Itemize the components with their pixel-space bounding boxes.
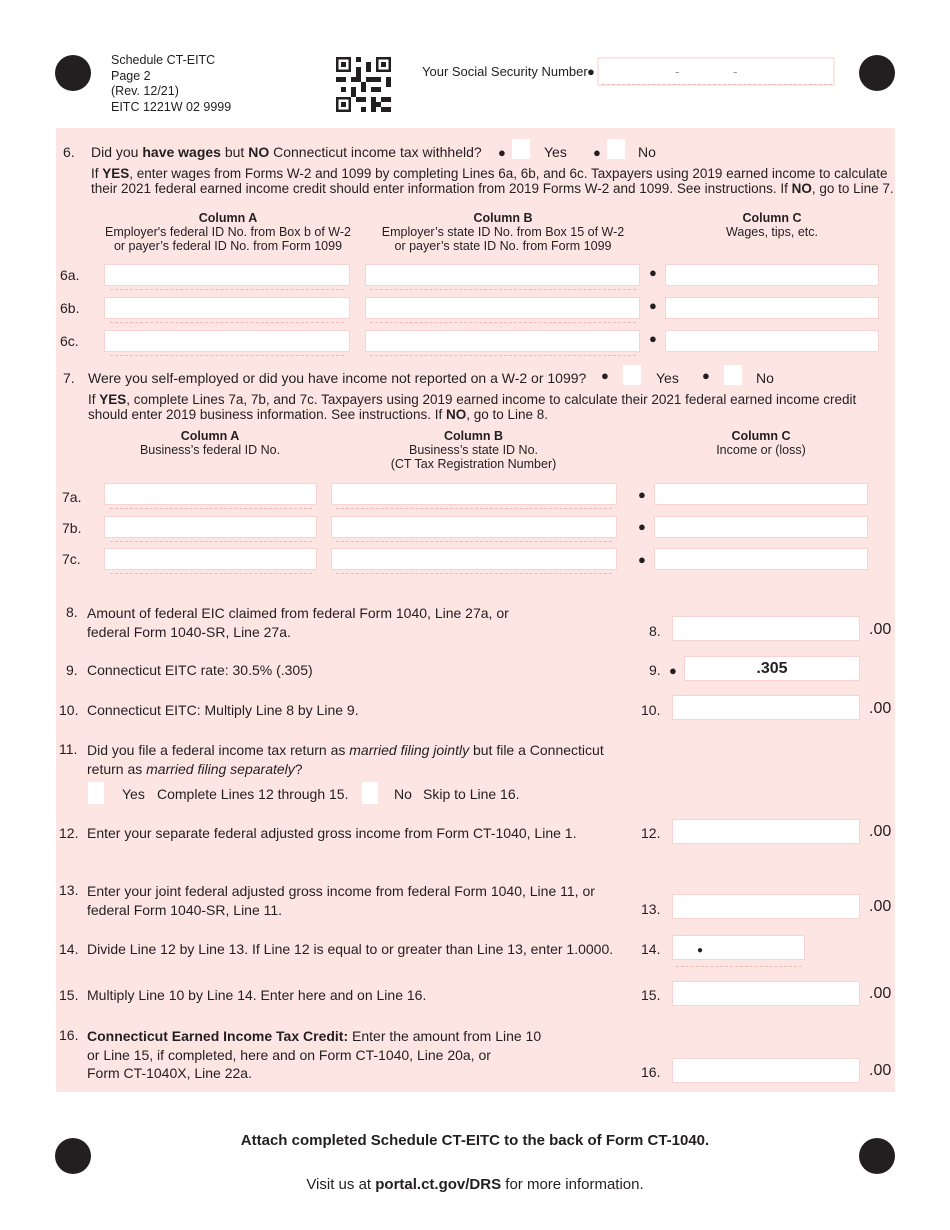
bullet: ●	[702, 368, 710, 383]
line-7a-column-c-input[interactable]	[654, 483, 868, 505]
text-line	[87, 741, 604, 760]
page-number: Page 2	[111, 68, 151, 83]
text: their 2021 federal earned income credit should enter information from 2019 Forms W-2 and 1099. See instructions. If	[91, 181, 792, 196]
line-11-no-instruction: Skip to Line 16.	[423, 786, 520, 802]
form-header	[111, 53, 231, 115]
line-11-number: 11.	[59, 741, 78, 757]
text-line	[87, 760, 604, 779]
line-12-input[interactable]	[672, 819, 860, 844]
input-guide	[370, 322, 636, 323]
line-7-no-label: No	[756, 370, 774, 386]
line-14-number: 14.	[59, 941, 79, 957]
column-desc: or payer’s state ID No. from Form 1099	[394, 239, 612, 253]
visit-text	[0, 1176, 950, 1193]
text: NO	[248, 144, 270, 160]
decimal-bullet: ●	[697, 945, 704, 956]
text: federal Form 1040-SR, Line 11.	[87, 902, 283, 918]
input-guide	[370, 289, 636, 290]
line-16-cents: .00	[869, 1062, 892, 1079]
text: but	[220, 144, 249, 160]
line-6-number: 6.	[63, 144, 75, 160]
line-9-rate-value: .305	[756, 660, 788, 677]
line-12-text: Enter your separate federal adjusted gross income from Form CT-1040, Line 1.	[87, 825, 577, 841]
revision: (Rev. 12/21)	[111, 84, 179, 98]
line-16-number: 16.	[59, 1027, 79, 1043]
input-guide	[110, 508, 312, 509]
line-15-text: Multiply Line 10 by Line 14. Enter here and on Line 16.	[87, 987, 427, 1003]
bullet: ●	[587, 64, 595, 79]
instruction-line	[88, 392, 888, 407]
ssn-input[interactable]	[597, 57, 835, 86]
line-8-cents: .00	[869, 621, 892, 638]
line-6-column-b-header	[366, 211, 640, 253]
line-11-no-checkbox[interactable]	[362, 782, 378, 804]
text: , complete Lines 7a, 7b, and 7c. Taxpayers using 2019 earned income to calculate their 2021 federal earned income credit	[126, 392, 857, 407]
line-16-text	[87, 1027, 541, 1083]
column-desc: Business’s federal ID No.	[139, 443, 281, 457]
ssn-guide	[602, 84, 832, 85]
line-10-cents: .00	[869, 700, 892, 717]
attach-instruction: Attach completed Schedule CT-EITC to the back of Form CT-1040.	[240, 1132, 710, 1149]
line-6c-column-a-input[interactable]	[104, 330, 350, 352]
line-6-yes-label: Yes	[544, 144, 567, 160]
column-desc: Employer’s state ID No. from Box 15 of W-2	[381, 225, 625, 239]
line-6-column-c-header	[666, 211, 878, 239]
line-7-yes-checkbox[interactable]	[623, 365, 641, 385]
column-title: Column B	[443, 429, 504, 443]
line-9-ref: 9.	[649, 662, 661, 678]
input-guide	[336, 541, 612, 542]
line-13-input[interactable]	[672, 894, 860, 919]
input-guide	[110, 573, 312, 574]
line-7b-column-b-input[interactable]	[331, 516, 617, 538]
input-guide	[110, 541, 312, 542]
instruction-line	[88, 407, 888, 422]
line-10-text: Connecticut EITC: Multiply Line 8 by Line 9.	[87, 702, 359, 718]
line-6b-column-b-input[interactable]	[365, 297, 640, 319]
row-label-6c: 6c.	[60, 333, 79, 349]
line-10-input[interactable]	[672, 695, 860, 720]
text: Did you	[91, 144, 143, 160]
input-guide	[110, 289, 344, 290]
line-8-ref: 8.	[649, 623, 661, 639]
text: , enter wages from Forms W-2 and 1099 by completing Lines 6a, 6b, and 6c. Taxpayers using 2019 earned income to calculate	[129, 166, 888, 181]
line-7-yes-label: Yes	[656, 370, 679, 386]
text: ?	[294, 761, 303, 777]
line-15-cents: .00	[869, 985, 892, 1002]
bullet: ●	[649, 298, 657, 313]
line-16-input[interactable]	[672, 1058, 860, 1083]
text: Connecticut income tax withheld?	[269, 144, 482, 160]
text: If	[91, 166, 103, 181]
line-13-number: 13.	[59, 882, 79, 898]
text: but file a Connecticut	[469, 742, 604, 758]
line-14-ref: 14.	[641, 941, 661, 957]
line-13-text	[87, 882, 595, 920]
text: return as	[87, 761, 147, 777]
line-11-yes-instruction: Complete Lines 12 through 15.	[157, 786, 349, 802]
line-7-instructions	[88, 392, 888, 422]
line-7c-column-c-input[interactable]	[654, 548, 868, 570]
bullet: ●	[498, 145, 506, 160]
text: Form CT-1040X, Line 22a.	[87, 1065, 252, 1081]
line-6-instructions	[91, 166, 901, 196]
text: Visit us at	[306, 1176, 376, 1193]
ssn-separator: -	[733, 64, 738, 79]
column-desc: or payer’s federal ID No. from Form 1099	[113, 239, 343, 253]
form-code: EITC 1221W 02 9999	[111, 99, 232, 114]
line-7-column-b-header	[331, 429, 616, 471]
text: If	[88, 392, 100, 407]
line-11-no-label: No	[394, 786, 412, 802]
line-6b-column-a-input[interactable]	[104, 297, 350, 319]
row-label-6b: 6b.	[60, 300, 80, 316]
line-16-ref: 16.	[641, 1064, 661, 1080]
row-label-7a: 7a.	[62, 489, 82, 505]
line-10-number: 10.	[59, 702, 79, 718]
column-title: Column C	[731, 429, 791, 443]
column-desc: Business’s state ID No.	[409, 443, 538, 457]
bullet: ●	[638, 487, 646, 502]
row-label-7b: 7b.	[62, 520, 82, 536]
row-label-6a: 6a.	[60, 267, 80, 283]
column-title: Column A	[198, 211, 258, 225]
column-desc: (CT Tax Registration Number)	[390, 457, 557, 471]
line-14-text: Divide Line 12 by Line 13. If Line 12 is equal to or greater than Line 13, enter 1.0000.	[87, 941, 614, 957]
line-6a-column-c-input[interactable]	[665, 264, 879, 286]
line-15-ref: 15.	[641, 987, 661, 1003]
form-name: Schedule CT-EITC	[111, 53, 216, 67]
text: married filing separately	[146, 761, 295, 777]
line-12-ref: 12.	[641, 825, 661, 841]
text-line	[87, 1027, 541, 1046]
text: have wages	[142, 144, 221, 160]
line-8-text	[87, 604, 509, 642]
text: Enter your joint federal adjusted gross income from federal Form 1040, Line 11, or	[87, 883, 595, 899]
line-7a-column-a-input[interactable]	[104, 483, 317, 505]
input-guide	[110, 355, 344, 356]
text: Connecticut Earned Income Tax Credit:	[87, 1028, 349, 1044]
column-desc: Wages, tips, etc.	[726, 225, 818, 239]
line-6a-column-b-input[interactable]	[365, 264, 640, 286]
input-guide	[110, 322, 344, 323]
line-6-question	[91, 144, 482, 160]
text: Amount of federal EIC claimed from federal Form 1040, Line 27a, or	[87, 605, 509, 621]
text: Enter the amount from Line 10	[348, 1028, 542, 1044]
line-15-input[interactable]	[672, 981, 860, 1006]
line-11-yes-checkbox[interactable]	[88, 782, 104, 804]
text: or Line 15, if completed, here and on Form CT-1040, Line 20a, or	[87, 1046, 491, 1063]
text: , go to Line 7.	[811, 181, 894, 196]
line-8-number: 8.	[66, 604, 78, 620]
line-7b-column-c-input[interactable]	[654, 516, 868, 538]
instruction-line	[91, 181, 901, 196]
bullet: ●	[601, 368, 609, 383]
line-7-number: 7.	[63, 370, 75, 386]
bullet: ●	[638, 519, 646, 534]
line-14-input[interactable]	[672, 935, 805, 960]
text: NO	[445, 407, 467, 422]
text: should enter 2019 business information. See instructions. If	[88, 407, 446, 422]
line-6b-column-c-input[interactable]	[665, 297, 879, 319]
bullet: ●	[669, 663, 677, 678]
line-7-question: Were you self-employed or did you have income not reported on a W-2 or 1099?	[88, 370, 587, 386]
column-title: Column C	[742, 211, 802, 225]
line-15-number: 15.	[59, 987, 79, 1003]
bullet: ●	[638, 552, 646, 567]
registration-mark-top-right	[859, 55, 895, 91]
line-6c-column-b-input[interactable]	[365, 330, 640, 352]
line-7b-column-a-input[interactable]	[104, 516, 317, 538]
line-13-cents: .00	[869, 898, 892, 915]
line-11-yes-label: Yes	[122, 786, 145, 802]
qr-code	[336, 57, 391, 112]
ssn-separator: -	[675, 64, 680, 79]
input-guide	[336, 573, 612, 574]
line-7-column-a-header	[104, 429, 316, 457]
input-guide	[336, 508, 612, 509]
text: YES	[102, 166, 130, 181]
row-label-7c: 7c.	[62, 551, 81, 567]
column-desc: Employer's federal ID No. from Box b of W-2	[105, 225, 351, 239]
text: for more information.	[501, 1176, 644, 1193]
line-6c-column-c-input[interactable]	[665, 330, 879, 352]
text: married filing jointly	[349, 742, 470, 758]
input-guide	[676, 966, 802, 967]
text: YES	[99, 392, 127, 407]
website-link[interactable]: portal.ct.gov/DRS	[375, 1176, 502, 1193]
line-7c-column-a-input[interactable]	[104, 548, 317, 570]
line-8-input[interactable]	[672, 616, 860, 641]
text: Did you file a federal income tax return as	[87, 742, 350, 758]
line-9-number: 9.	[66, 662, 78, 678]
line-7-column-c-header	[654, 429, 868, 457]
line-9-rate-field	[684, 656, 860, 681]
bullet: ●	[649, 265, 657, 280]
instruction-line	[91, 166, 901, 181]
ssn-label: Your Social Security Number	[422, 64, 588, 79]
column-title: Column B	[473, 211, 533, 225]
line-6-no-checkbox[interactable]	[607, 139, 625, 159]
line-12-cents: .00	[869, 823, 892, 840]
line-6a-column-a-input[interactable]	[104, 264, 350, 286]
line-7a-column-b-input[interactable]	[331, 483, 617, 505]
line-9-text: Connecticut EITC rate: 30.5% (.305)	[87, 662, 313, 678]
bullet: ●	[649, 331, 657, 346]
text: , go to Line 8.	[466, 407, 549, 422]
registration-mark-top-left	[55, 55, 91, 91]
text: NO	[791, 181, 812, 196]
column-title: Column A	[180, 429, 240, 443]
input-guide	[370, 355, 636, 356]
line-6-column-a-header	[103, 211, 353, 253]
column-desc: Income or (loss)	[716, 443, 806, 457]
line-6-yes-checkbox[interactable]	[512, 139, 530, 159]
bullet: ●	[593, 145, 601, 160]
line-7c-column-b-input[interactable]	[331, 548, 617, 570]
line-11-text	[87, 741, 604, 779]
line-10-ref: 10.	[641, 702, 661, 718]
line-12-number: 12.	[59, 825, 79, 841]
line-6-no-label: No	[638, 144, 656, 160]
text: federal Form 1040-SR, Line 27a.	[87, 624, 291, 640]
line-13-ref: 13.	[641, 901, 661, 917]
line-7-no-checkbox[interactable]	[724, 365, 742, 385]
